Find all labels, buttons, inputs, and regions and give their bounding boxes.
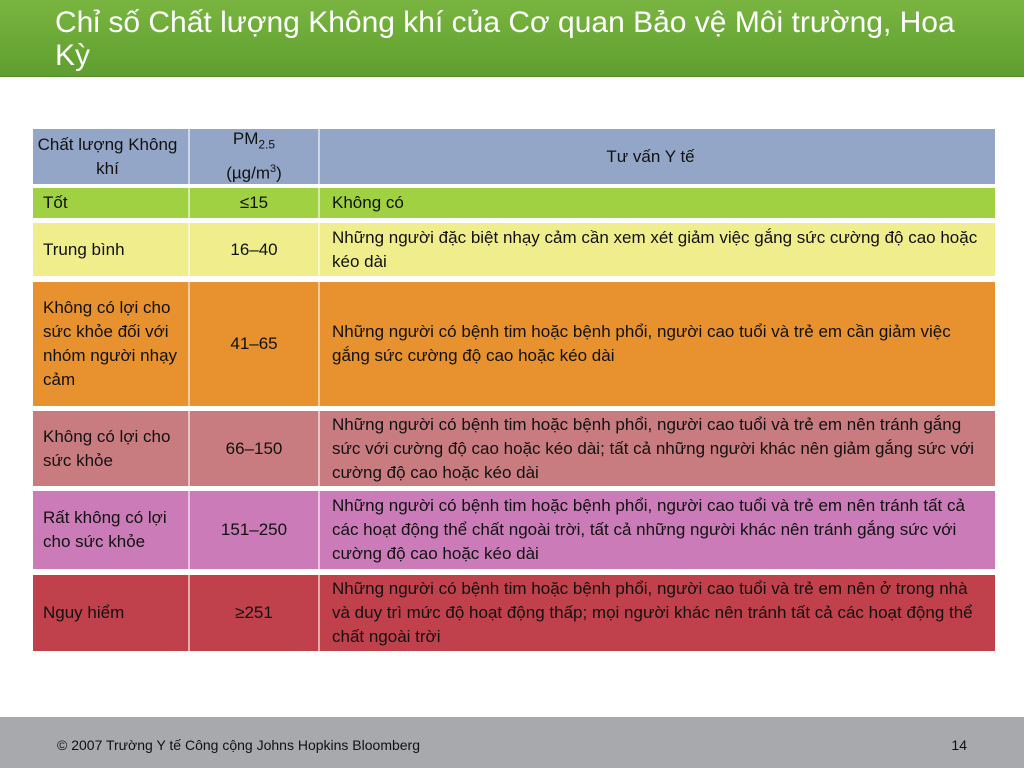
table-row	[33, 411, 995, 486]
table-row	[33, 188, 995, 218]
copyright-text: © 2007 Trường Y tế Công cộng Johns Hopkins Bloomberg	[57, 737, 421, 753]
header-air-quality: Chất lượng Không khí	[33, 129, 190, 184]
table-row	[33, 491, 995, 569]
table-header-row	[33, 129, 995, 184]
cell-pm: 41–65	[190, 282, 320, 406]
cell-quality: Không có lợi cho sức khỏe đối với nhóm người nhạy cảm	[33, 282, 190, 406]
cell-quality: Nguy hiểm	[33, 575, 190, 651]
header-pm25	[190, 129, 320, 184]
page-number: 14	[951, 737, 967, 753]
cell-pm: ≥251	[190, 575, 320, 651]
header-unit-b: )	[276, 163, 282, 183]
table-row	[33, 223, 995, 276]
cell-advice: Những người có bệnh tim hoặc bệnh phổi, người cao tuổi và trẻ em nên tránh tất cả các hoạt động thể chất ngoài trời, tất cả những người khác nên tránh gắng sức với cường độ cao hoặc kéo dài	[332, 496, 965, 563]
header-pm-subscript: 2.5	[258, 137, 276, 152]
cell-quality: Rất không có lợi cho sức khỏe	[33, 491, 190, 569]
cell-advice: Những người có bệnh tim hoặc bệnh phổi, người cao tuổi và trẻ em nên ở trong nhà và duy trì mức độ hoạt động thấp; mọi người khác nên tránh tất cả các hoạt động thể chất ngoài trời	[332, 579, 973, 646]
cell-quality: Không có lợi cho sức khỏe	[33, 411, 190, 486]
header-unit-a: (µg/m	[226, 163, 270, 183]
footer-bar	[0, 717, 1024, 768]
cell-quality: Tốt	[33, 188, 190, 218]
slide-title: Chỉ số Chất lượng Không khí của Cơ quan Bảo vệ Môi trường, Hoa Kỳ	[55, 6, 955, 72]
cell-advice: Những người có bệnh tim hoặc bệnh phổi, người cao tuổi và trẻ em nên tránh gắng sức với cường độ cao hoặc kéo dài; tất cả những người khác nên giảm gắng sức với cường độ cao hoặc kéo dài	[332, 414, 975, 482]
cell-advice: Những người có bệnh tim hoặc bệnh phổi, người cao tuổi và trẻ em cần giảm việc gắng sức cường độ cao hoặc kéo dài	[332, 322, 951, 365]
cell-pm: 151–250	[190, 491, 320, 569]
cell-pm: 66–150	[190, 411, 320, 486]
cell-advice: Không có	[332, 193, 404, 212]
table-row	[33, 282, 995, 406]
title-bar	[0, 0, 1024, 77]
cell-quality: Trung bình	[33, 223, 190, 276]
header-unit-sup: 3	[270, 162, 277, 175]
cell-pm: 16–40	[190, 223, 320, 276]
header-pm-label: PM	[232, 129, 259, 149]
header-health-advice: Tư vấn Y tế	[606, 146, 695, 166]
table-row	[33, 575, 995, 651]
cell-pm: ≤15	[190, 188, 320, 218]
cell-advice: Những người đặc biệt nhạy cảm cần xem xét giảm việc gắng sức cường độ cao hoặc kéo dài	[332, 227, 978, 271]
